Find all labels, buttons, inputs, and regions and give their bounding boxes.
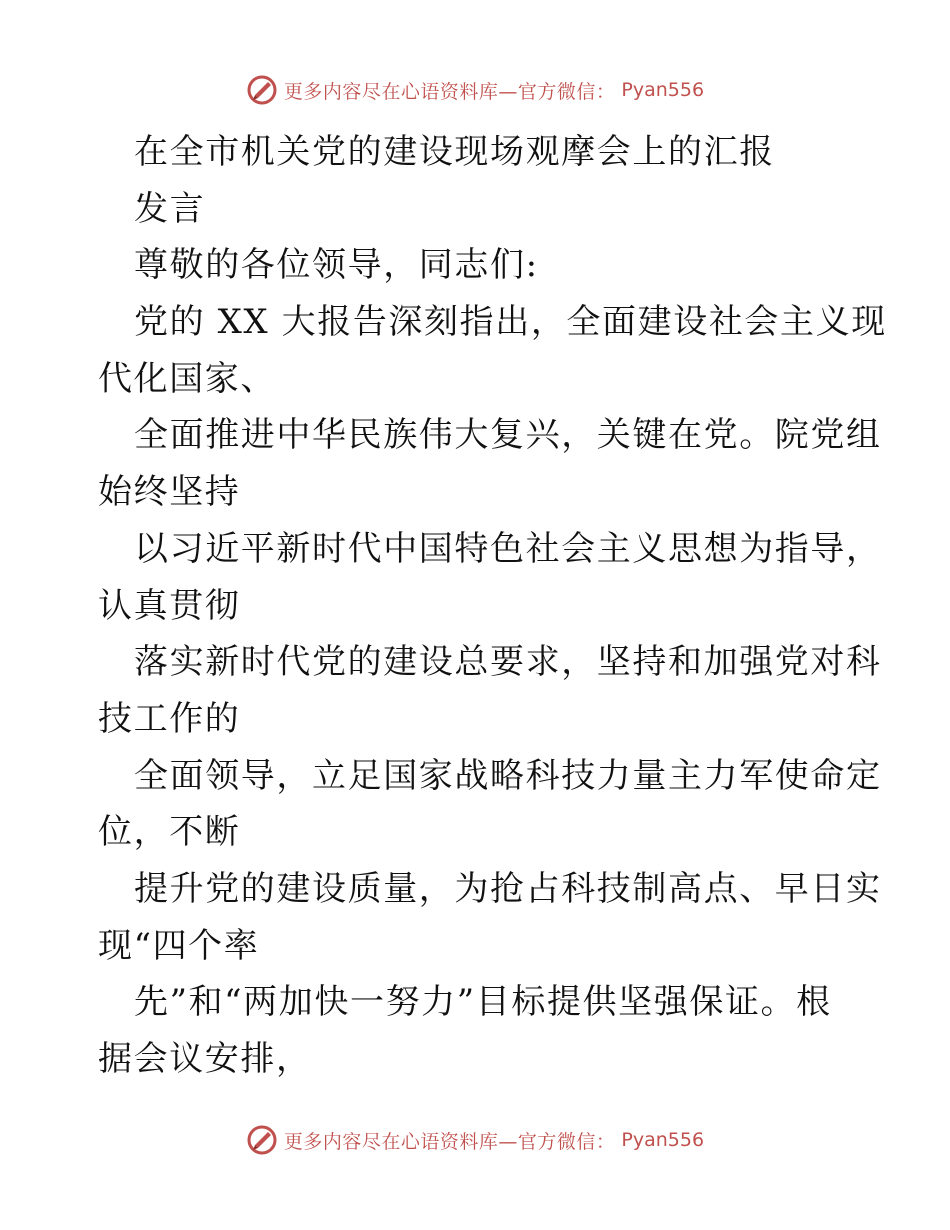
watermark-text: 更多内容尽在心语资料库—官方微信： — [283, 80, 616, 103]
doc-line: 在全市机关党的建设现场观摩会上的汇报 — [134, 132, 775, 172]
doc-line: 现“四个率 — [98, 925, 260, 966]
header-watermark — [0, 74, 950, 106]
doc-line: 发言 — [134, 188, 206, 229]
doc-line: 据会议安排， — [98, 1039, 312, 1079]
doc-line: 落实新时代党的建设总要求，坚持和加强党对科 — [134, 642, 882, 683]
doc-line: 技工作的 — [98, 698, 241, 739]
doc-line: 代化国家、 — [98, 358, 276, 399]
doc-line: 认真贯彻 — [98, 585, 241, 626]
doc-line: 提升党的建设质量，为抢占科技制高点、早日实 — [134, 868, 882, 909]
doc-line: 全面领导，立足国家战略科技力量主力军使命定 — [134, 755, 882, 796]
doc-line: 以习近平新时代中国特色社会主义思想为指导， — [134, 528, 882, 569]
doc-line: 党的 XX 大报告深刻指出，全面建设社会主义现 — [134, 302, 887, 343]
document-body — [98, 124, 887, 1088]
doc-line: 位，不断 — [98, 812, 241, 853]
watermark-text: 更多内容尽在心语资料库—官方微信： — [283, 1130, 616, 1153]
footer-watermark — [0, 1124, 950, 1156]
doc-line: 先”和“两加快一努力”目标提供坚强保证。根 — [134, 982, 832, 1023]
doc-line: 始终坚持 — [98, 472, 241, 513]
watermark-logo-icon — [246, 74, 278, 106]
watermark-wechat-id: Pyan556 — [621, 79, 705, 101]
watermark-logo-icon — [246, 1124, 278, 1156]
watermark-wechat-id: Pyan556 — [621, 1129, 705, 1151]
doc-line: 全面推进中华民族伟大复兴，关键在党。院党组 — [134, 415, 882, 456]
doc-line: 尊敬的各位领导，同志们: — [134, 245, 539, 286]
